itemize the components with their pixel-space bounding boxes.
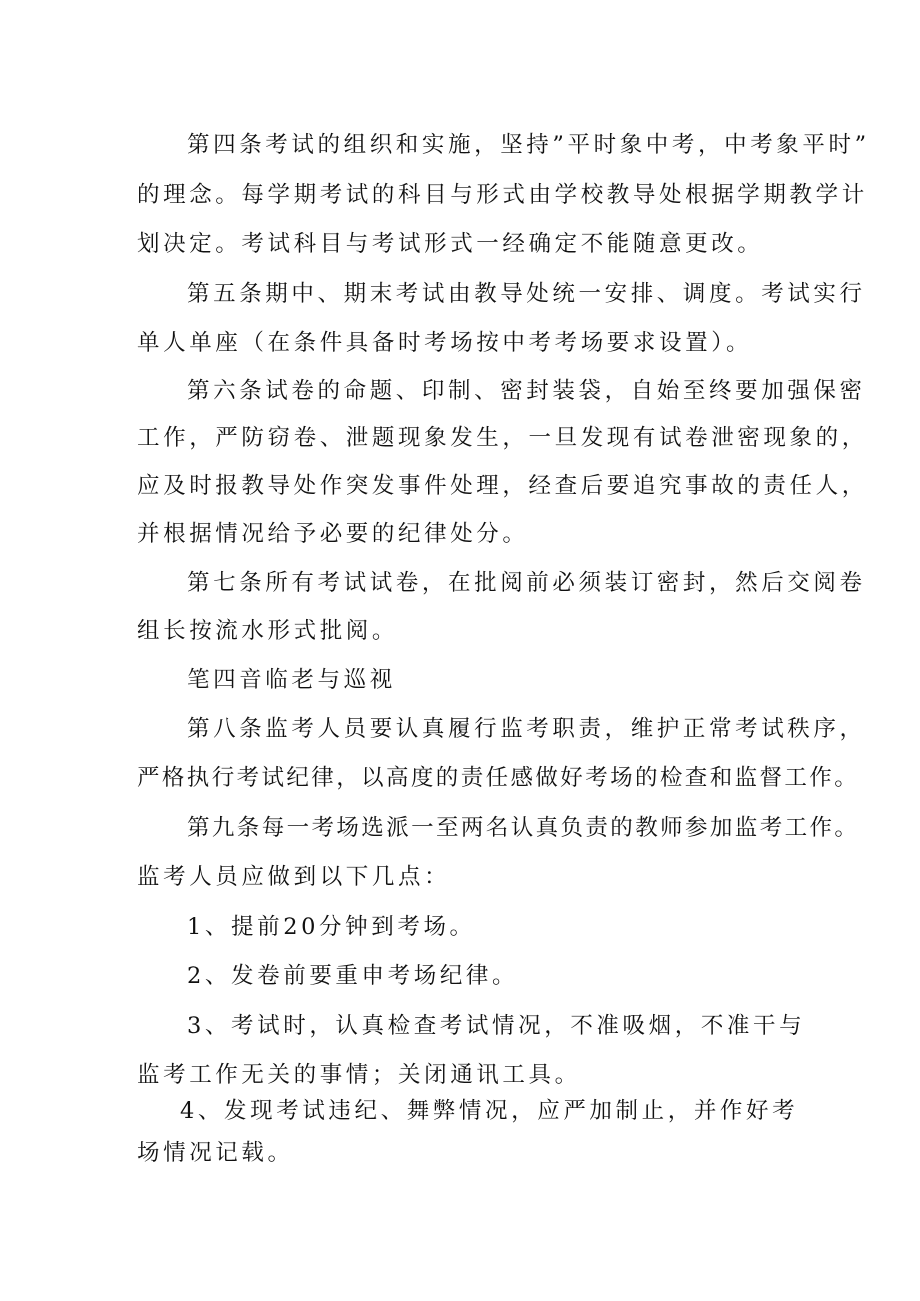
text-line: 并根据情况给予必要的纪律处分。 <box>137 521 529 547</box>
list-item: 3、考试时，认真检查考试情况，不准吸烟，不准干与 <box>187 1013 806 1039</box>
text-line: 第七条所有考试试卷，在批阅前必须装订密封，然后交阅卷 <box>187 570 866 596</box>
text-line: 场情况记载。 <box>137 1140 294 1166</box>
text-line: 第四条考试的组织和实施，坚持”平时象中考，中考象平时” <box>187 132 870 158</box>
text-line: 第九条每一考场选派一至两名认真负责的教师参加监考工作。 <box>187 815 860 841</box>
text-line: 的理念。每学期考试的科目与形式由学校教导处根据学期教学计 <box>137 182 868 208</box>
text-line: 组长按流水形式批阅。 <box>137 618 399 644</box>
text-line: 工作，严防窃卷、泄题现象发生，一旦发现有试卷泄密现象的， <box>137 425 868 451</box>
text-line: 第五条期中、期末考试由教导处统一安排、调度。考试实行 <box>187 281 866 307</box>
text-line: 单人单座（在条件具备时考场按中考考场要求设置）。 <box>137 330 753 356</box>
text-line: 严格执行考试纪律，以高度的责任感做好考场的检查和监督工作。 <box>137 765 860 791</box>
list-item: 4、发现考试违纪、舞弊情况，应严加制止，并作好考 <box>180 1098 799 1124</box>
text-line: 划决定。考试科目与考试形式一经确定不能随意更改。 <box>137 231 764 257</box>
text-line: 应及时报教导处作突发事件处理，经查后要追究事故的责任人， <box>137 473 868 499</box>
text-line: 第六条试卷的命题、印制、密封装袋，自始至终要加强保密 <box>187 378 866 404</box>
section-heading: 笔四音临老与巡视 <box>187 667 396 693</box>
text-line: 监考工作无关的事情；关闭通讯工具。 <box>137 1062 581 1088</box>
list-item: 1、提前20分钟到考场。 <box>187 914 476 940</box>
text-line: 第八条监考人员要认真履行监考职责，维护正常考试秩序， <box>187 716 866 742</box>
list-item: 2、发卷前要重申考场纪律。 <box>187 963 519 989</box>
text-line: 监考人员应做到以下几点： <box>137 864 451 890</box>
